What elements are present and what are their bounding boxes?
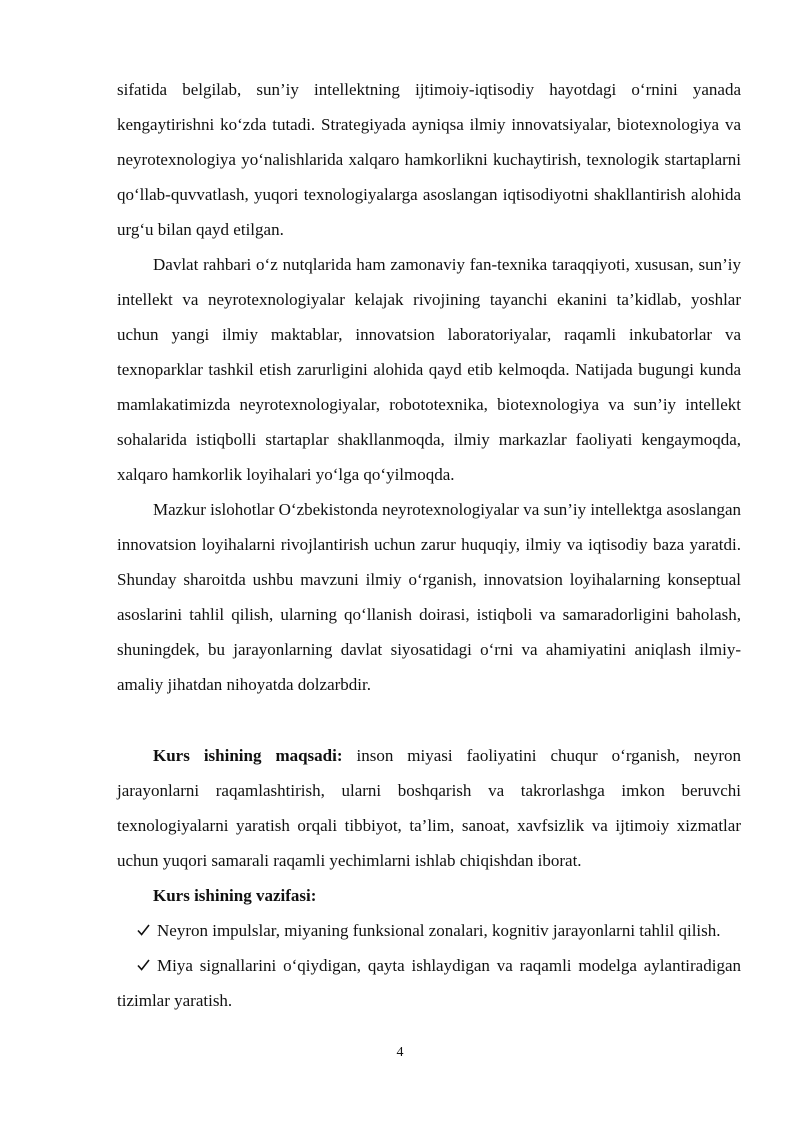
goal-paragraph bbox=[117, 738, 741, 878]
spacer bbox=[117, 702, 741, 738]
task-item-text: Miya signallarini o‘qiydigan, qayta ishlaydigan va raqamli modelga aylantiradigan tizimlar yaratish. bbox=[117, 956, 741, 1010]
task-item-text: Neyron impulslar, miyaning funksional zonalari, kognitiv jarayonlarni tahlil qilish. bbox=[157, 921, 721, 940]
paragraph-1: sifatida belgilab, sun’iy intellektning ijtimoiy-iqtisodiy hayotdagi o‘rnini yanada kengaytirishni ko‘zda tutadi. Strategiyada ayniqsa ilmiy innovatsiyalar, biotexnologiya va neyrotexnologiya yo‘nalishlarida xalqaro hamkorlikni kuchaytirish, texnologik startaplarni qo‘llab-quvvatlash, yuqori texnologiyalarga asoslangan iqtisodiyotni shakllantirish alohida urg‘u bilan qayd etilgan. bbox=[117, 80, 741, 239]
task-item-2 bbox=[117, 948, 741, 1018]
page-number: 4 bbox=[396, 1045, 404, 1060]
tasks-heading: Kurs ishining vazifasi: bbox=[153, 886, 317, 905]
check-mark-icon bbox=[137, 948, 151, 983]
check-mark-icon bbox=[137, 913, 151, 948]
page-body bbox=[117, 72, 741, 1018]
task-item-1 bbox=[117, 913, 741, 948]
goal-label: Kurs ishining maqsadi: bbox=[153, 746, 343, 765]
paragraph-2: Davlat rahbari o‘z nutqlarida ham zamonaviy fan-texnika taraqqiyoti, xususan, sun’iy intellekt va neyrotexnologiyalar kelajak rivojining tayanchi ekanini ta’kidlab, yoshlar uchun yangi ilmiy maktablar, innovatsion laboratoriyalar, raqamli inkubatorlar va texnoparklar tashkil etish zarurligini alohida qayd etib kelmoqda. Natijada bugungi kunda mamlakatimizda neyrotexnologiyalar, robototexnika, biotexnologiya va sun’iy intellekt sohalarida istiqbolli startaplar shakllanmoqda, ilmiy markazlar faoliyati kengaymoqda, xalqaro hamkorlik loyihalari yo‘lga qo‘yilmoqda. bbox=[117, 255, 741, 484]
paragraph-3: Mazkur islohotlar O‘zbekistonda neyrotexnologiyalar va sun’iy intellektga asoslangan innovatsion loyihalarni rivojlantirish uchun zarur huquqiy, ilmiy va iqtisodiy baza yaratdi. Shunday sharoitda ushbu mavzuni ilmiy o‘rganish, innovatsion loyihalarning konseptual asoslarini tahlil qilish, ularning qo‘llanish doirasi, istiqboli va samaradorligini baholash, shuningdek, bu jarayonlarning davlat siyosatidagi o‘rni va ahamiyatini aniqlash ilmiy-amaliy jihatdan nihoyatda dolzarbdir. bbox=[117, 500, 741, 694]
goal-text: inson miyasi faoliyatini chuqur o‘rganish, neyron jarayonlarni raqamlashtirish, ularni boshqarish va takrorlashga imkon beruvchi texnologiyalarni yaratish orqali tibbiyot, ta’lim, sanoat, xavfsizlik va ijtimoiy xizmatlar uchun yuqori samarali raqamli yechimlarni ishlab chiqishdan iborat. bbox=[117, 746, 741, 870]
